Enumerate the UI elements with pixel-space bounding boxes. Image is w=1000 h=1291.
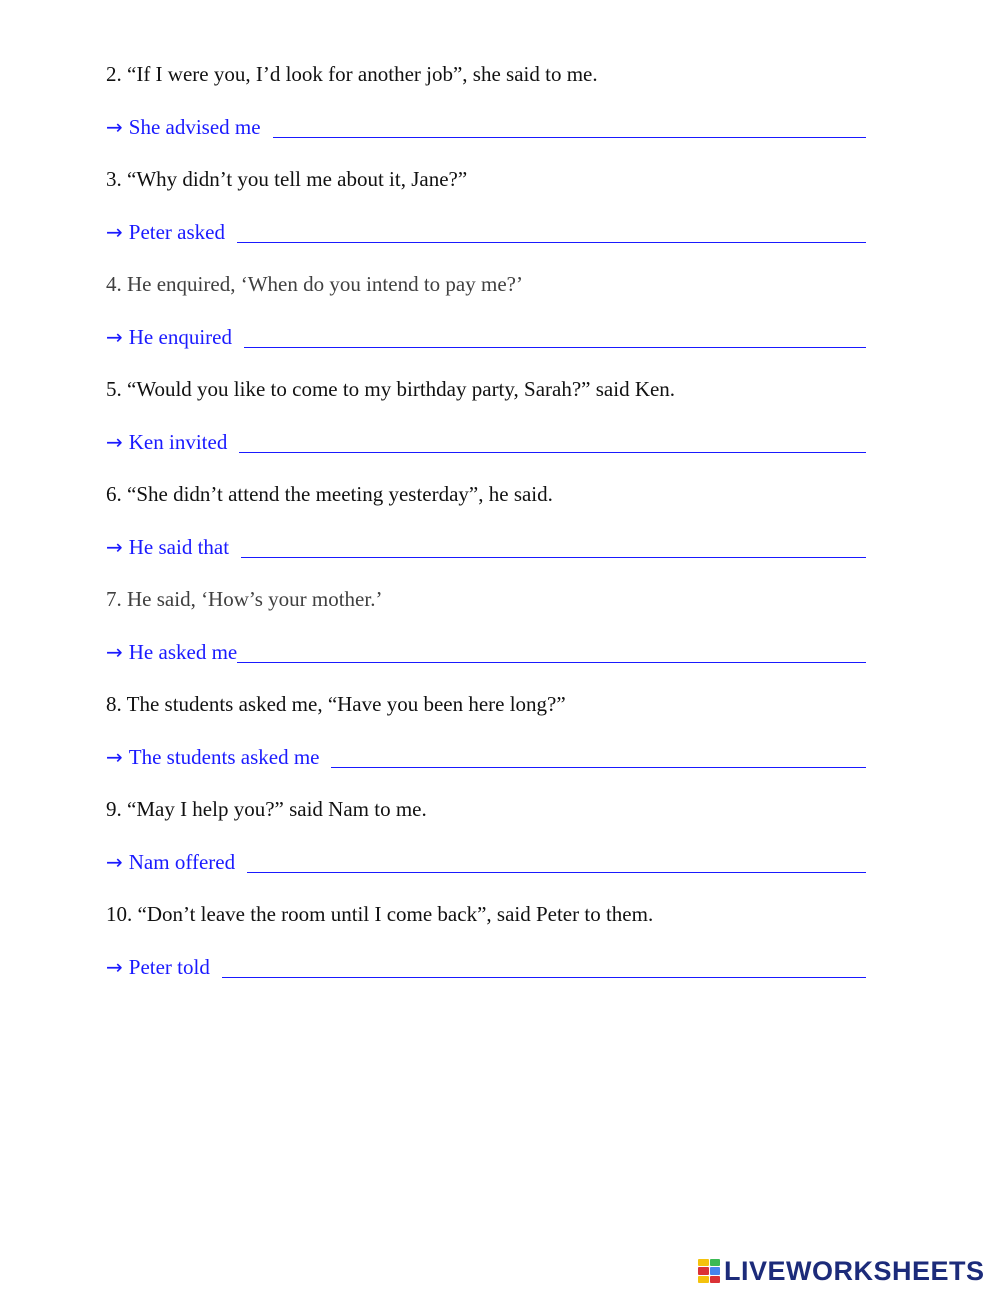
answer-4-blank[interactable]	[244, 347, 866, 348]
answer-4-prompt: He enquired	[128, 325, 232, 349]
answer-5-prompt: Ken invited	[128, 430, 228, 454]
liveworksheets-logo	[698, 1256, 985, 1286]
question-8	[106, 687, 866, 717]
question-9	[106, 792, 866, 822]
answer-row-7[interactable]	[106, 635, 866, 665]
answer-7-blank[interactable]	[237, 662, 866, 663]
question-9-text: 9. “May I help you?” said Nam to me.	[106, 797, 427, 821]
answer-10-blank[interactable]	[222, 977, 866, 978]
arrow-right-icon: →	[106, 430, 123, 454]
answer-row-4[interactable]	[106, 320, 866, 350]
answer-row-2[interactable]	[106, 110, 866, 140]
question-8-text: 8. The students asked me, “Have you been here long?”	[106, 692, 566, 716]
answer-8-blank[interactable]	[331, 767, 866, 768]
answer-row-5[interactable]	[106, 425, 866, 455]
question-2-text: 2. “If I were you, I’d look for another job”, she said to me.	[106, 62, 598, 86]
logo-mark-tile	[710, 1276, 721, 1283]
question-5	[106, 372, 866, 402]
question-3	[106, 162, 866, 192]
answer-9-blank[interactable]	[247, 872, 866, 873]
arrow-right-icon: →	[106, 745, 123, 769]
answer-3-prompt: Peter asked	[128, 220, 225, 244]
arrow-right-icon: →	[106, 850, 123, 874]
logo-mark-tile	[698, 1276, 709, 1283]
question-3-text: 3. “Why didn’t you tell me about it, Jane?”	[106, 167, 468, 191]
logo-mark-tile	[710, 1259, 721, 1266]
liveworksheets-logo-mark-icon	[698, 1259, 720, 1283]
arrow-right-icon: →	[106, 535, 123, 559]
answer-row-9[interactable]	[106, 845, 866, 875]
answer-2-prompt: She advised me	[128, 115, 261, 139]
answer-row-8[interactable]	[106, 740, 866, 770]
logo-text: LIVEWORKSHEETS	[724, 1255, 985, 1286]
logo-mark-tile	[710, 1267, 721, 1274]
answer-7-prompt: He asked me	[128, 640, 238, 664]
question-10	[106, 897, 866, 927]
arrow-right-icon: →	[106, 640, 123, 664]
logo-mark-tile	[698, 1259, 709, 1266]
arrow-right-icon: →	[106, 955, 123, 979]
question-6	[106, 477, 866, 507]
arrow-right-icon: →	[106, 220, 123, 244]
answer-8-prompt: The students asked me	[128, 745, 320, 769]
answer-2-blank[interactable]	[273, 137, 866, 138]
answer-6-prompt: He said that	[128, 535, 230, 559]
arrow-right-icon: →	[106, 325, 123, 349]
answer-10-prompt: Peter told	[128, 955, 210, 979]
question-4	[106, 267, 866, 297]
answer-5-blank[interactable]	[239, 452, 866, 453]
answer-row-3[interactable]	[106, 215, 866, 245]
question-4-text: 4. He enquired, ‘When do you intend to pay me?’	[106, 272, 523, 296]
question-10-text: 10. “Don’t leave the room until I come back”, said Peter to them.	[106, 902, 654, 926]
answer-6-blank[interactable]	[241, 557, 866, 558]
answer-row-10[interactable]	[106, 950, 866, 980]
answer-row-6[interactable]	[106, 530, 866, 560]
question-2	[106, 57, 866, 87]
question-7	[106, 582, 866, 612]
answer-3-blank[interactable]	[237, 242, 866, 243]
question-6-text: 6. “She didn’t attend the meeting yesterday”, he said.	[106, 482, 553, 506]
answer-9-prompt: Nam offered	[128, 850, 236, 874]
arrow-right-icon: →	[106, 115, 123, 139]
question-7-text: 7. He said, ‘How’s your mother.’	[106, 587, 383, 611]
question-5-text: 5. “Would you like to come to my birthday party, Sarah?” said Ken.	[106, 377, 676, 401]
logo-mark-tile	[698, 1267, 709, 1274]
